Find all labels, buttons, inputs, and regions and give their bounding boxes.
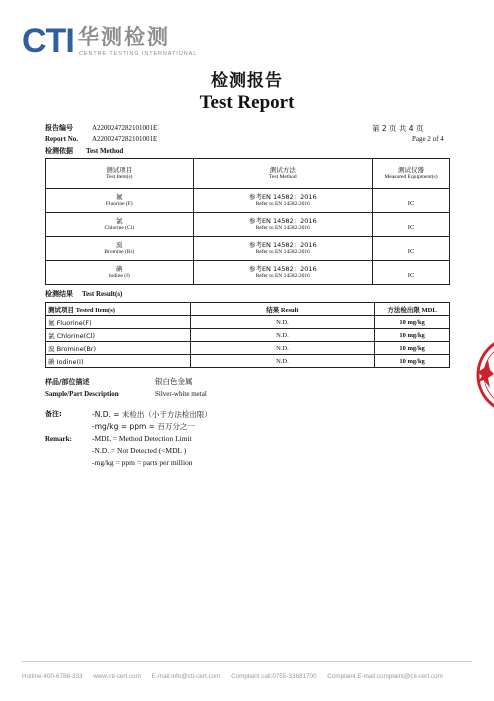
logo-chinese-name: 华测检测 bbox=[78, 25, 170, 49]
method-header-method: 测试方法 Test Method bbox=[193, 159, 373, 189]
report-no-value: A2200247282101001E bbox=[92, 124, 158, 132]
method-table-header bbox=[46, 159, 450, 189]
table-row: 碘 Iodine(I) N.D. 10 mg/kg bbox=[46, 355, 450, 368]
report-no-value-en: A2200247282101001E bbox=[92, 135, 158, 143]
remark-line: -mg/kg = ppm = parts per million bbox=[92, 458, 193, 467]
footer-email: E-mail:info@cti-cert.com bbox=[151, 673, 221, 680]
remark-label-en: Remark: bbox=[45, 435, 72, 443]
remark-line: -N.D. = Not Detected (<MDL ) bbox=[92, 446, 187, 455]
method-header-equipment: 测试仪器 Measured Equipment(s) bbox=[373, 159, 450, 189]
logo-english-name: CENTRE TESTING INTERNATIONAL bbox=[79, 51, 198, 57]
method-header-item: 测试项目 Test Item(s) bbox=[46, 159, 194, 189]
sample-label-cn: 样品/部位描述 bbox=[45, 378, 90, 386]
test-method-table bbox=[45, 158, 450, 285]
sample-value-en: Silver-white metal bbox=[155, 390, 207, 398]
footer-complaint-call: Complaint call:0755-33681700 bbox=[231, 673, 317, 680]
results-table-header bbox=[46, 303, 450, 316]
report-no-label-cn: 报告编号 bbox=[45, 124, 73, 132]
table-row: 氟 Fluorine (F) 参考EN 14582：2016 Refer to EN 14582:2016 IC bbox=[46, 189, 450, 213]
report-title-en: Test Report bbox=[199, 92, 295, 113]
logo-mark: CTI bbox=[22, 22, 74, 60]
table-row: 氯 Chlorine (Cl) 参考EN 14582：2016 Refer to EN 14582:2016 IC bbox=[46, 213, 450, 237]
table-row: 碘 Iodine (I) 参考EN 14582：2016 Refer to EN 14582:2016 IC bbox=[46, 261, 450, 285]
remark-line: -MDL = Method Detection Limit bbox=[92, 434, 192, 443]
report-no-label-en: Report No. bbox=[45, 135, 79, 143]
table-row: 氯 Chlorine(Cl) N.D. 10 mg/kg bbox=[46, 329, 450, 342]
method-label-cn: 检测依据 bbox=[45, 147, 73, 155]
page-indicator-en: Page 2 of 4 bbox=[412, 135, 444, 143]
remark-label-cn: 备注: bbox=[45, 410, 62, 418]
footer-website: www.cti-cert.com bbox=[93, 673, 141, 680]
sample-label-en: Sample/Part Description bbox=[45, 390, 119, 398]
remark-line: -N.D. = 未检出（小于方法检出限） bbox=[92, 410, 212, 419]
results-label-cn: 检测结果 bbox=[45, 290, 73, 298]
footer-divider bbox=[22, 661, 472, 662]
remark-lines bbox=[92, 409, 212, 469]
test-results-table bbox=[45, 302, 450, 368]
company-stamp-icon bbox=[476, 320, 494, 430]
footer bbox=[22, 673, 452, 680]
table-row: 溴 Bromine (Br) 参考EN 14582：2016 Refer to EN 14582:2016 IC bbox=[46, 237, 450, 261]
results-label-en: Test Result(s) bbox=[82, 290, 123, 298]
table-row: 氟 Fluorine(F) N.D. 10 mg/kg bbox=[46, 316, 450, 329]
method-label-en: Test Method bbox=[86, 147, 124, 155]
footer-hotline: Hotline:400-6788-333 bbox=[22, 673, 83, 680]
page-indicator-cn: 第 2 页 共 4 页 bbox=[372, 124, 424, 133]
footer-complaint-email: Complaint E-mail:complaint@cti-cert.com bbox=[327, 673, 443, 680]
table-row: 溴 Bromine(Br) N.D. 10 mg/kg bbox=[46, 342, 450, 355]
report-title-cn: 检测报告 bbox=[211, 71, 283, 91]
sample-value-cn: 银白色金属 bbox=[155, 377, 193, 386]
results-header-result: 结果 Result bbox=[190, 303, 374, 316]
results-header-mdl: 方法检出限 MDL bbox=[375, 303, 450, 316]
remark-line: -mg/kg = ppm = 百万分之一 bbox=[92, 422, 195, 431]
results-header-item: 测试项目 Tested Item(s) bbox=[46, 303, 191, 316]
